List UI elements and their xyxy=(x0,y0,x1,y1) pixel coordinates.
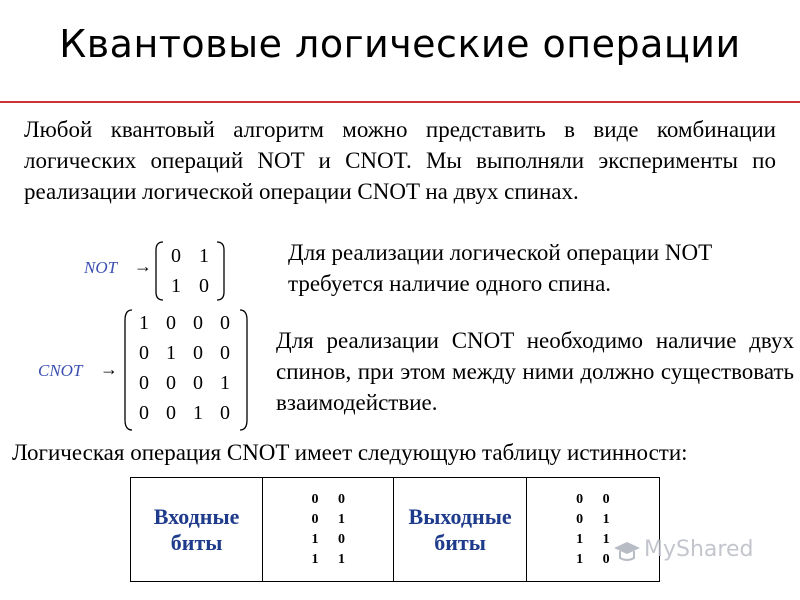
input-bits-row: 0 0 xyxy=(311,491,354,507)
matrix-cell: 0 xyxy=(171,245,181,267)
matrix-cell: 0 xyxy=(193,342,203,364)
mortarboard-icon xyxy=(612,539,642,563)
matrix-cell: 0 xyxy=(220,342,230,364)
intro-paragraph: Любой квантовый алгоритм можно представить в виде комбинации логических операций NOT и CNOT. Мы выполняли эксперименты по реализации логической операции CNOT на двух спинах. xyxy=(24,117,776,204)
matrix-cell: 1 xyxy=(139,312,149,334)
watermark-logo: MyShared xyxy=(644,537,754,562)
matrix-cell: 0 xyxy=(193,312,203,334)
title-divider xyxy=(0,101,800,103)
matrix-cell: 0 xyxy=(166,372,176,394)
matrix-cell: 0 xyxy=(220,402,230,424)
matrix-cell: 0 xyxy=(199,275,209,297)
table-row xyxy=(131,478,660,582)
output-bits-column xyxy=(526,478,659,582)
input-bits-header: Входные биты xyxy=(131,478,263,582)
matrix-cell: 1 xyxy=(166,342,176,364)
slide-title: Квантовые логические операции xyxy=(59,22,741,66)
matrix-cell: 1 xyxy=(199,245,209,267)
matrix-cell: 0 xyxy=(166,402,176,424)
truth-table xyxy=(130,477,660,582)
input-bits-row: 1 0 xyxy=(311,531,354,547)
matrix-cell: 0 xyxy=(193,372,203,394)
input-bits-row: 0 1 xyxy=(311,511,354,527)
output-bits-row: 1 1 xyxy=(576,531,618,547)
cnot-matrix xyxy=(122,308,250,432)
output-bits-row: 1 0 xyxy=(576,551,618,567)
not-arrow: → xyxy=(134,256,152,276)
matrix-cell: 0 xyxy=(220,312,230,334)
matrix-cell: 1 xyxy=(193,402,203,424)
cnot-gate-label: CNOT xyxy=(38,361,83,380)
cnot-note: Для реализации CNOT необходимо наличие двух спинов, при этом между ними должно существовать взаимодействие. xyxy=(276,328,794,415)
matrix-cell: 0 xyxy=(139,372,149,394)
not-gate-label: NOT xyxy=(84,258,118,277)
matrix-cell: 1 xyxy=(220,372,230,394)
matrix-cell: 1 xyxy=(171,275,181,297)
cnot-arrow: → xyxy=(100,359,118,379)
output-bits-row: 0 0 xyxy=(576,491,618,507)
matrix-cell: 0 xyxy=(139,402,149,424)
output-bits-header: Выходные биты xyxy=(394,478,527,582)
not-note: Для реализации логической операции NOT требуется наличие одного спина. xyxy=(288,240,712,296)
not-matrix xyxy=(154,240,226,302)
matrix-cell: 0 xyxy=(166,312,176,334)
input-bits-row: 1 1 xyxy=(311,551,354,567)
truth-table-caption: Логическая операция CNOT имеет следующую таблицу истинности: xyxy=(12,440,688,465)
matrix-cell: 0 xyxy=(139,342,149,364)
input-bits-column xyxy=(263,478,394,582)
output-bits-row: 0 1 xyxy=(576,511,618,527)
